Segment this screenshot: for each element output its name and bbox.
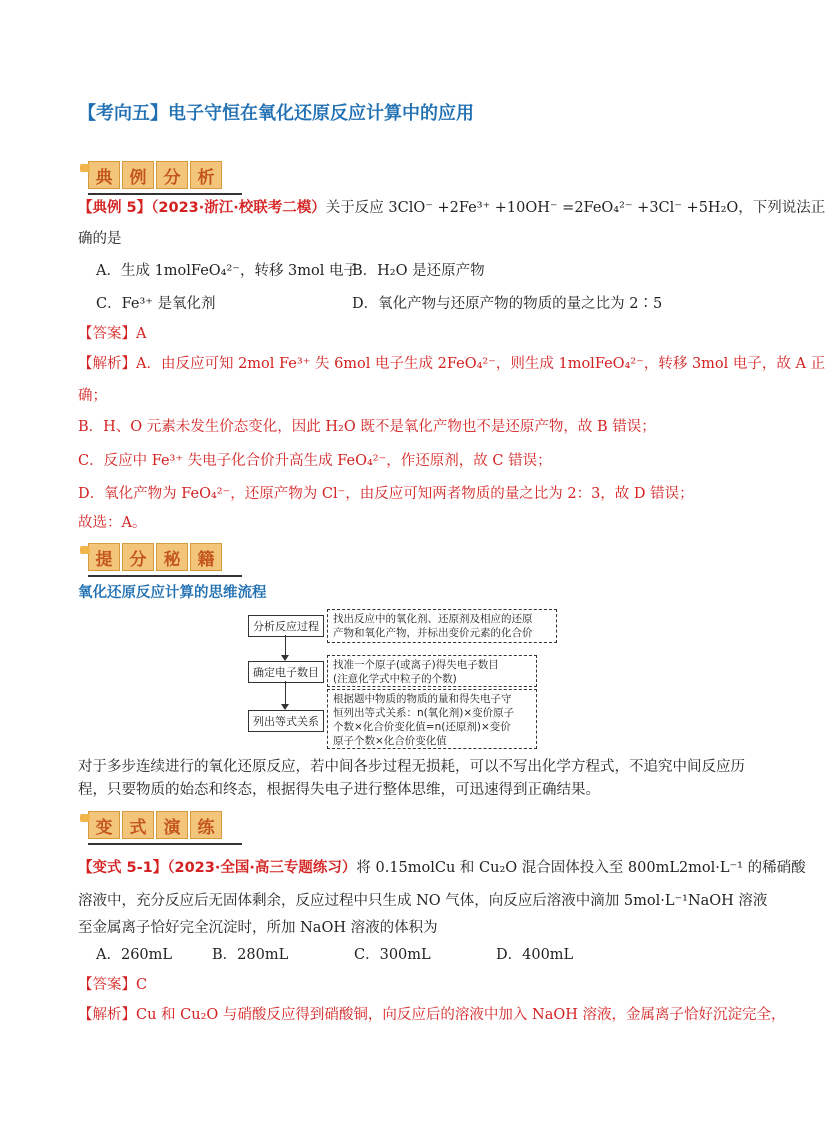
- banner-char: 籍: [190, 543, 222, 571]
- banner-char: 析: [190, 161, 222, 189]
- variant-option-b: B．280mL: [212, 947, 289, 963]
- banner-example-analysis: [80, 160, 222, 190]
- flow-note-1: [327, 609, 557, 643]
- banner-char: 练: [190, 811, 222, 839]
- flow-note-2-line: 找准一个原子(或离子)得失电子数目: [333, 659, 499, 671]
- flow-step-2: 确定电子数目: [248, 661, 324, 683]
- example-option-a: A．生成 1molFeO₄²⁻，转移 3mol 电子: [96, 263, 358, 279]
- flow-summary-1: 对于多步连续进行的氧化还原反应，若中间各步过程无损耗，可以不写出化学方程式，不追究中间反应历: [78, 759, 745, 775]
- flow-note-1-line: 产物和氧化产物，并标出变价元素的化合价: [333, 627, 533, 639]
- reaction-equation: 3ClO⁻ +2Fe³⁺ +10OH⁻ =2FeO₄²⁻ +3Cl⁻ +5H₂O: [388, 200, 739, 216]
- flow-note-2-line: (注意化学式中粒子的个数): [333, 673, 457, 685]
- variant-source: （2023·全国·高三专题练习）: [167, 860, 357, 876]
- variant-option-c: C．300mL: [354, 947, 431, 963]
- banner-char: 秘: [156, 543, 188, 571]
- flow-arrow: [285, 635, 286, 657]
- example-analysis-3: C．反应中 Fe³⁺ 失电子化合价升高生成 FeO₄²⁻，作还原剂，故 C 错误；: [78, 453, 552, 469]
- example-analysis-2: B．H、O 元素未发生价态变化，因此 H₂O 既不是氧化产物也不是还原产物，故 B 错误；: [78, 419, 656, 435]
- flow-summary-2: 程，只要物质的始态和终态，根据得失电子进行整体思维，可迅速得到正确结果。: [78, 782, 600, 798]
- banner-underline: [88, 193, 242, 195]
- example-option-c: C．Fe³⁺ 是氧化剂: [96, 296, 216, 312]
- banner-underline: [88, 575, 242, 577]
- flow-note-1-line: 找出反应中的氧化剂、还原剂及相应的还原: [333, 613, 533, 625]
- example-analysis-1b: 确；: [78, 388, 107, 404]
- example-answer: 【答案】A: [78, 326, 147, 342]
- flow-note-2: [327, 655, 537, 687]
- banner-char: 提: [88, 543, 120, 571]
- example-option-d: D．氧化产物与还原产物的物质的量之比为 2∶5: [352, 296, 663, 312]
- example-analysis-5: 故选：A。: [78, 515, 147, 531]
- flow-note-3-line: 个数×化合价变化值=n(还原剂)×变价: [333, 721, 511, 733]
- variant-answer: 【答案】C: [78, 977, 148, 993]
- example-stem-b: ，下列说法正: [738, 200, 825, 216]
- variant-stem-line3: 至金属离子恰好完全沉淀时，所加 NaOH 溶液的体积为: [78, 920, 438, 936]
- ribbon-icon: [80, 164, 90, 172]
- ribbon-icon: [80, 546, 90, 554]
- flow-note-3-line: 根据题中物质的物质的量和得失电子守: [333, 693, 512, 705]
- flow-note-3: [327, 689, 537, 749]
- example-stem-a: 关于反应: [325, 200, 384, 216]
- example-source: （2023·浙江·校联考二模）: [151, 200, 326, 216]
- banner-char: 例: [122, 161, 154, 189]
- banner-underline: [88, 843, 242, 845]
- banner-char: 变: [88, 811, 120, 839]
- example-option-b: B．H₂O 是还原产物: [352, 263, 485, 279]
- variant-analysis: [78, 1004, 785, 1026]
- flow-note-3-line: 恒列出等式关系：n(氧化剂)×变价原子: [333, 707, 515, 719]
- variant-option-d: D．400mL: [496, 947, 574, 963]
- banner-char: 分: [122, 543, 154, 571]
- flow-step-3: 列出等式关系: [248, 710, 324, 732]
- flow-heading: 氧化还原反应计算的思维流程: [78, 585, 267, 601]
- variant-analysis-text: Cu 和 Cu₂O 与硝酸反应得到硝酸铜，向反应后的溶液中加入 NaOH 溶液，金属离子恰好沉淀完全，: [136, 1007, 786, 1023]
- variant-tag: 【变式 5-1】: [78, 860, 168, 876]
- variant-stem-1: 将 0.15molCu 和 Cu₂O 混合固体投入至 800mL2mol·L⁻¹ 的稀硝酸: [356, 860, 806, 876]
- banner-char: 式: [122, 811, 154, 839]
- banner-char: 分: [156, 161, 188, 189]
- variant-stem-line1: [78, 857, 806, 879]
- variant-stem-line2: 溶液中，充分反应后无固体剩余，反应过程中只生成 NO 气体，向反应后溶液中滴加 5mol·L⁻¹NaOH 溶液: [78, 893, 768, 909]
- banner-char: 演: [156, 811, 188, 839]
- variant-option-a: A．260mL: [96, 947, 173, 963]
- variant-analysis-tag: 【解析】: [78, 1007, 136, 1023]
- flow-arrow: [285, 681, 286, 706]
- example-stem-line2: 确的是: [78, 231, 122, 247]
- ribbon-icon: [80, 814, 90, 822]
- section-title: 【考向五】电子守恒在氧化还原反应计算中的应用: [78, 103, 474, 124]
- example-analysis-4: D．氧化产物为 FeO₄²⁻，还原产物为 Cl⁻，由反应可知两者物质的量之比为 2：3，故 D 错误；: [78, 486, 694, 502]
- banner-variant-practice: [80, 810, 222, 840]
- example-stem-line1: [78, 197, 825, 219]
- banner-char: 典: [88, 161, 120, 189]
- banner-tips: [80, 542, 222, 572]
- flow-step-1: 分析反应过程: [248, 615, 324, 637]
- example-tag: 【典例 5】: [78, 200, 152, 216]
- flow-note-3-line: 原子个数×化合价变化值: [333, 735, 447, 747]
- example-analysis-1: 【解析】A．由反应可知 2mol Fe³⁺ 失 6mol 电子生成 2FeO₄²⁻，则生成 1molFeO₄²⁻，转移 3mol 电子，故 A 正: [78, 356, 825, 372]
